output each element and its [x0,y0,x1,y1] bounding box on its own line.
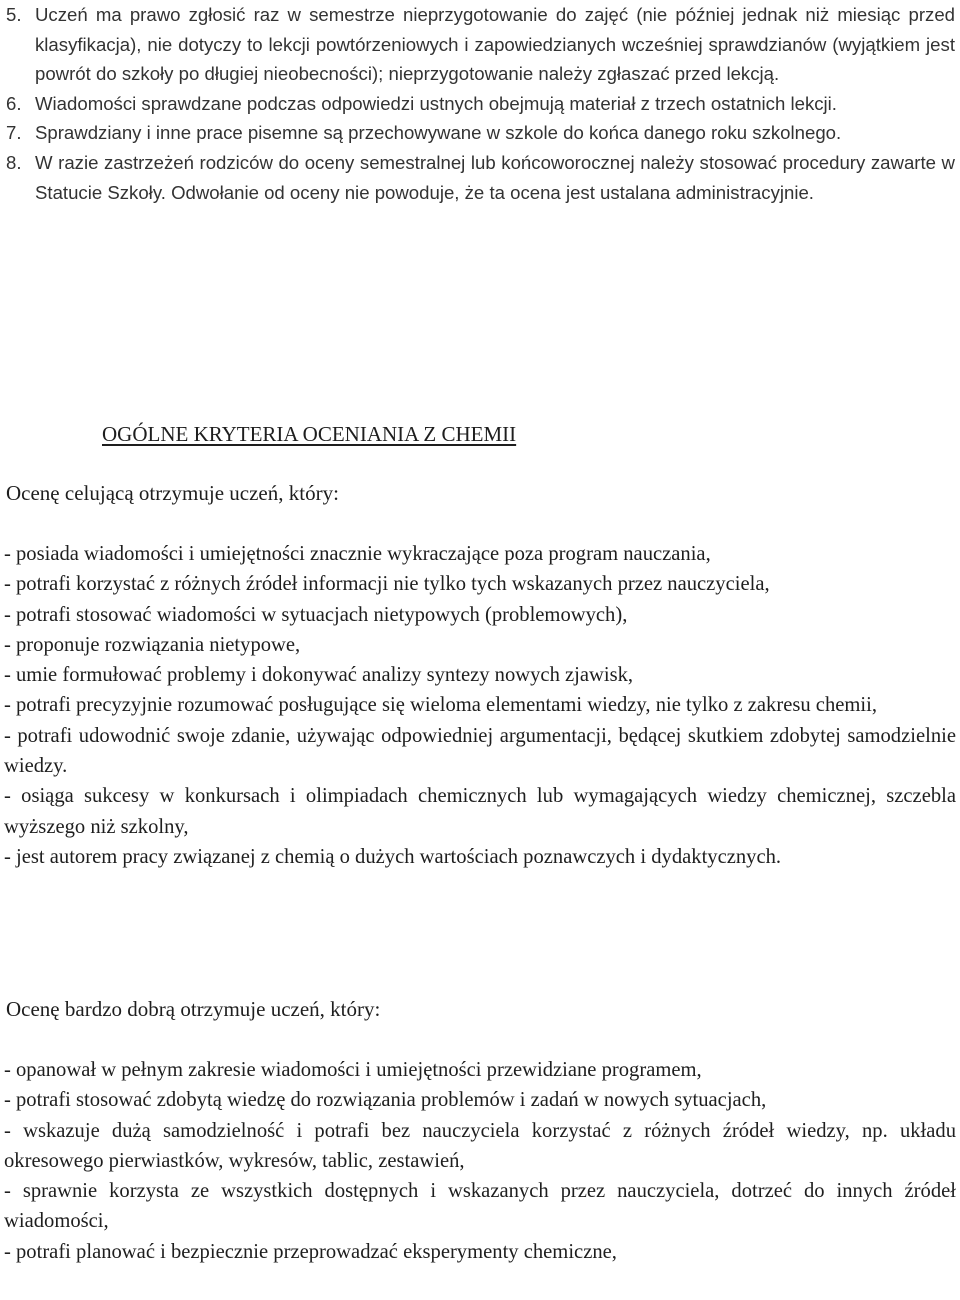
rule-item [6,118,955,148]
list-item: - potrafi stosować wiadomości w sytuacjach nietypowych (problemowych), [4,603,628,626]
list-item: - potrafi stosować zdobytą wiedzę do rozwiązania problemów i zadań w nowych sytuacjach, [4,1089,767,1112]
school-rules-list [6,0,955,207]
rule-item [6,89,955,119]
list-item: - potrafi korzystać z różnych źródeł informacji nie tylko tych wskazanych przez nauczyciela, [4,573,770,596]
list-item: - proponuje rozwiązania nietypowe, [4,633,301,656]
list-item: - wskazuje dużą samodzielność i potrafi bez nauczyciela korzystać z różnych źródeł wiedzy, np. układu okresowego pierwiastków, wykresów, tablic, zestawień, [4,1119,956,1172]
rule-number: 8. [6,151,22,173]
rule-number: 6. [6,92,22,114]
rule-text: Wiadomości sprawdzane podczas odpowiedzi ustnych obejmują materiał z trzech ostatnich lekcji. [35,92,837,114]
list-item: - osiąga sukcesy w konkursach i olimpiadach chemicznych lub wymagających wiedzy chemicznej, szczebla wyższego niż szkolny, [4,785,956,838]
rule-text: W razie zastrzeżeń rodziców do oceny semestralnej lub końcoworocznej należy stosować procedury zawarte w Statucie Szkoły. Odwołanie od oceny nie powoduje, że ta ocena jest ustalana administracyjnie. [35,151,955,203]
list-item: - umie formułować problemy i dokonywać analizy syntezy nowych zjawisk, [4,664,634,687]
criteria-list-excellent [4,539,956,872]
page-heading: OGÓLNE KRYTERIA OCENIANIA Z CHEMII [102,422,517,446]
list-item: - opanował w pełnym zakresie wiadomości i umiejętności przewidziane programem, [4,1059,702,1081]
list-item: - potrafi precyzyjnie rozumować posługujące się wieloma elementami wiedzy, nie tylko z zakresu chemii, [4,694,877,717]
list-item: - potrafi planować i bezpiecznie przeprowadzać eksperymenty chemiczne, [4,1240,617,1263]
list-item: - potrafi udowodnić swoje zdanie, używając odpowiedniej argumentacji, będącej skutkiem zdobytej samodzielnie wiedzy. [4,724,956,778]
list-item: - sprawnie korzysta ze wszystkich dostępnych i wskazanych przez nauczyciela, dotrzeć do innych źródeł wiadomości, [4,1180,956,1233]
rule-text: Uczeń ma prawo zgłosić raz w semestrze nieprzygotowanie do zajęć (nie później jednak niż miesiąc przed klasyfikacja), nie dotyczy to lekcji powtórzeniowych i zapowiedzianych wcześniej sprawdzianów (wyjątkiem jest powrót do szkoły po długiej nieobecności); nieprzygotowanie należy zgłaszać przed lekcją. [35,4,955,85]
list-item: - posiada wiadomości i umiejętności znacznie wykraczające poza program nauczania, [4,543,711,565]
rule-number: 5. [6,4,22,25]
rule-number: 7. [6,122,22,144]
section-title-very-good: Ocenę bardzo dobrą otrzymuje uczeń, który: [6,997,381,1021]
rule-item [6,148,955,207]
section-title-excellent: Ocenę celującą otrzymuje uczeń, który: [6,481,339,505]
rule-text: Sprawdziany i inne prace pisemne są przechowywane w szkole do końca danego roku szkolnego. [35,122,842,144]
criteria-list-very-good [4,1055,956,1267]
rule-item [6,0,955,89]
list-item: - jest autorem pracy związanej z chemią o dużych wartościach poznawczych i dydaktycznych. [4,845,782,868]
